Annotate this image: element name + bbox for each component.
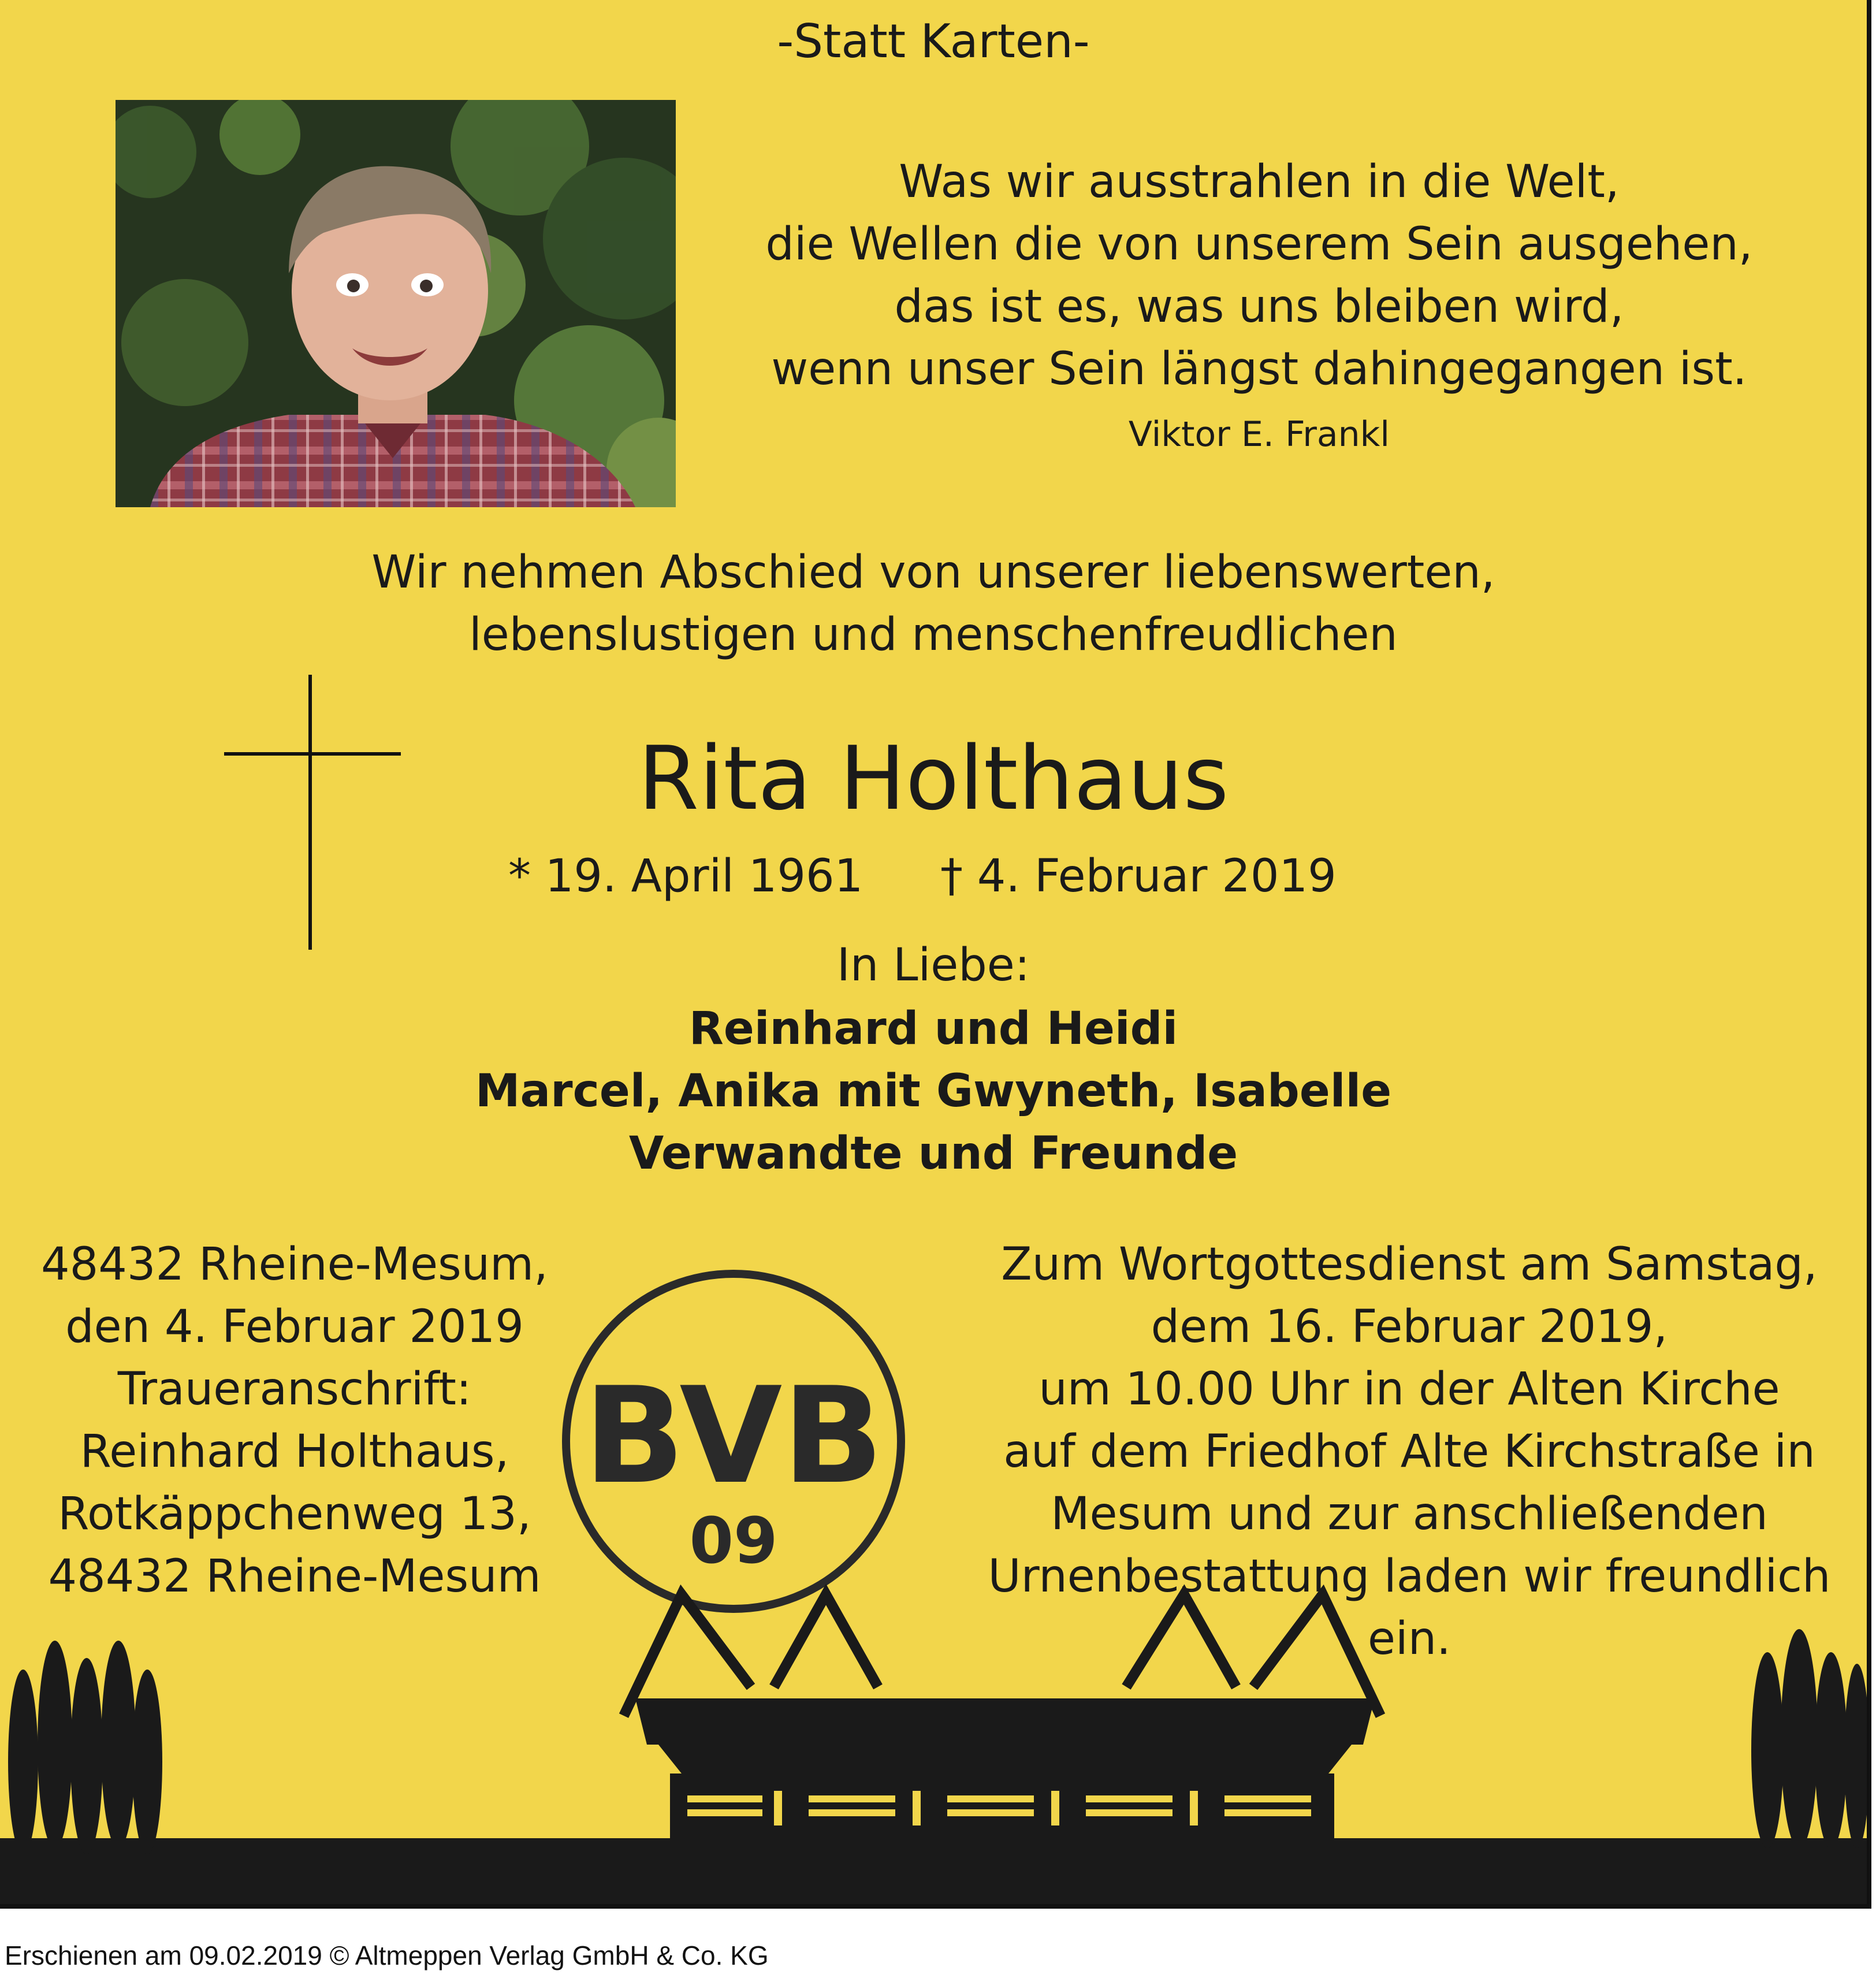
intro-line-2: lebenslustigen und menschenfreudlichen	[469, 609, 1398, 661]
bvb-logo-text: BVB	[583, 1359, 884, 1514]
death-date: † 4. Februar 2019	[940, 850, 1337, 902]
address-line-5: Rotkäppchenweg 13,	[58, 1488, 531, 1540]
service-line-2: dem 16. Februar 2019,	[1151, 1301, 1668, 1353]
deceased-name: Rita Holthaus	[638, 727, 1229, 830]
service-line-7: ein.	[1368, 1613, 1451, 1665]
bvb-logo-number: 09	[689, 1504, 778, 1578]
service-line-3: um 10.00 Uhr in der Alten Kirche	[1038, 1363, 1780, 1415]
mourner-line-3: Verwandte und Freunde	[628, 1128, 1238, 1180]
address-line-6: 48432 Rheine-Mesum	[48, 1551, 541, 1603]
mourner-line-2: Marcel, Anika mit Gwyneth, Isabelle	[475, 1065, 1392, 1117]
quote-line-2: die Wellen die von unserem Sein ausgehen,	[765, 218, 1753, 270]
address-line-4: Reinhard Holthaus,	[80, 1426, 509, 1478]
bvb-logo	[554, 1262, 913, 1620]
address-line-1: 48432 Rheine-Mesum,	[41, 1239, 548, 1291]
mourner-line-1: Reinhard und Heidi	[688, 1003, 1178, 1055]
birth-date: * 19. April 1961	[508, 850, 863, 902]
portrait-photo	[116, 100, 676, 507]
stadium-silhouette	[0, 1571, 1867, 1904]
quote-line-1: Was wir ausstrahlen in die Welt,	[899, 156, 1620, 208]
publication-footer: Erschienen am 09.02.2019 © Altmeppen Verlag GmbH & Co. KG	[5, 1940, 769, 1970]
mourners-label: In Liebe:	[836, 939, 1030, 991]
address-line-2: den 4. Februar 2019	[65, 1301, 524, 1353]
header-statt-karten: -Statt Karten-	[777, 14, 1090, 68]
quote-line-3: das ist es, was uns bleiben wird,	[894, 281, 1624, 333]
service-line-1: Zum Wortgottesdienst am Samstag,	[1001, 1239, 1818, 1291]
service-line-6: Urnenbestattung laden wir freundlich	[988, 1551, 1831, 1603]
service-line-4: auf dem Friedhof Alte Kirchstraße in	[1003, 1426, 1815, 1478]
intro-line-1: Wir nehmen Abschied von unserer liebenswerten,	[371, 546, 1495, 598]
quote-line-4: wenn unser Sein längst dahingegangen ist.	[771, 343, 1747, 395]
quote-author: Viktor E. Frankl	[1128, 414, 1390, 455]
service-line-5: Mesum und zur anschließenden	[1051, 1488, 1768, 1540]
address-line-3: Traueranschrift:	[117, 1363, 472, 1415]
